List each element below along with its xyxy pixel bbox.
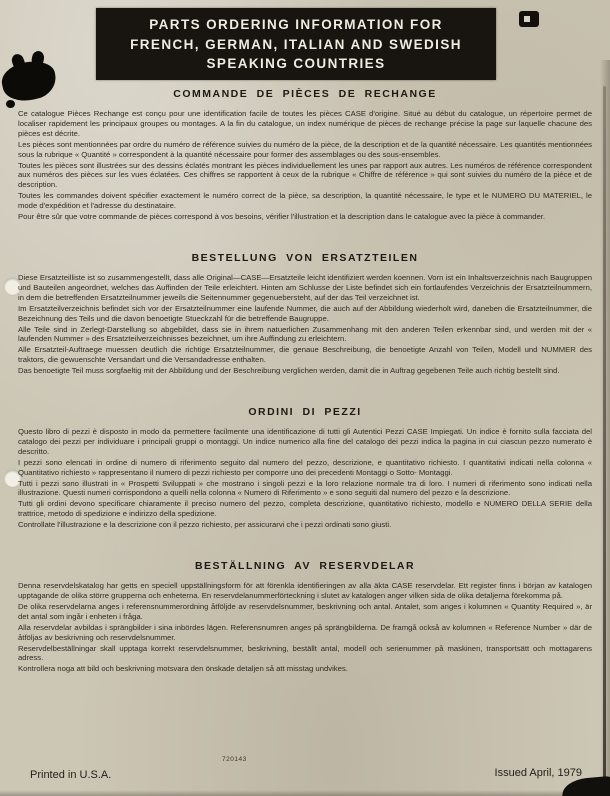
paragraph: Toutes les commandes doivent spécifier exactement le numéro correct de la pièce, sa description, la quantité nécessaire, le type et le NUMERO DU MATERIEL, le mode d'expédition et l'adresse du destinataire. bbox=[18, 191, 592, 211]
paragraph: Diese Ersatzteilliste ist so zusammengestellt, dass alle Original—CASE—Ersatzteile leicht identifiziert werden koennen. Vorn ist ein Inhaltsverzeichnis nach Baugruppen und Bauteilen angeordnet, welches das Auffinden der Teile erleichtert. Hinten am Schlusse der Liste befindet sich ein fortlaufendes Verzeichnis der Ersatzteilnummern, in dem die betreffenden Ersatzteilnummer jeweils die Seitennummer gegenuebersteht, auf der das Teil verzeichnet ist. bbox=[18, 272, 592, 302]
paragraph: De olika reservdelarna anges i referensnummerordning åtföljde av reservdelsnummer, beskrivning och antal. Antalet, som anges i kolumnen « Quantity Required », är det antal som ingår i enheten i fråga. bbox=[18, 601, 592, 621]
paragraph: Im Ersatzteilverzeichnis befindet sich vor der Ersatzteilnummer eine laufende Nummer, die auch auf der Abbildung wiederholt wird, daneben die Ersatzteilnummer, die Bezeichnung des Teils und die davon benoetigte Stueckzahl für die betreffende Baugruppe. bbox=[18, 303, 592, 323]
paragraph: Tutti gli ordini devono specificare chiaramente il preciso numero del pezzo, completa descrizione, quantitativo richiesto, modello e NUMERO DELLA SERIE della trattrice, metodo di spedizione e indirizzo della spedizione. bbox=[18, 499, 592, 519]
paragraph: Denna reservdelskatalog har getts en speciell uppställningsform för att förenkla identifieringen av alla äkta CASE reservdelar. Ett register finns i början av katalogen upptagande de olika större grupperna och enheterna. En reservdelanummerförteckning i slutet av katalogen anger vilken sida de olika detaljerna förekomma på. bbox=[18, 581, 592, 600]
header-line-1: PARTS ORDERING INFORMATION FOR bbox=[149, 17, 443, 32]
form-number: 720143 bbox=[222, 756, 247, 763]
scan-edge-line bbox=[603, 86, 606, 796]
issued-date-label: Issued April, 1979 bbox=[494, 767, 582, 779]
stamp-mark bbox=[524, 16, 530, 22]
section-swedish bbox=[18, 560, 592, 674]
ink-blot-part bbox=[6, 100, 15, 108]
paragraph: Kontrollera noga att bild och beskrivning motsvara den önskade detaljen så att misstag undvikes. bbox=[18, 664, 348, 674]
document-content bbox=[18, 88, 592, 704]
header-banner bbox=[96, 8, 496, 80]
paragraph: Alla reservdelar avbildas i sprängbilder i sina inbördes lägen. Referensnumren anges på sprängbilderna. De framgå också av kolumnen « Reference Number » där de åtföljas av beskrivning och reservdelsnummer. bbox=[18, 622, 592, 642]
printed-in-label: Printed in U.S.A. bbox=[30, 769, 112, 781]
paragraph: Alle Ersatzteil-Auftraege muessen deutlich die richtige Ersatzteilnummer, die genaue Beschreibung, die benoetigte Anzahl von Teilen, Modell und NUMMER des traktors, die gewuenschte Versandart und die Versandadresse enthalten. bbox=[18, 345, 592, 365]
header-line-2: FRENCH, GERMAN, ITALIAN AND SWEDISH bbox=[130, 36, 462, 52]
paragraph: Questo libro di pezzi è disposto in modo da permettere facilmente una identificazione di tutti gli Autentici Pezzi CASE Impiegati. Un indice è fornito sulla facciata del catalogo dei pezzi per individuare i principali gruppi o montaggi. Un indice numerico alla fine del catalogo dei pezzi indica la pagina in cui ciascun pezzo numerato è descritto. bbox=[18, 427, 592, 456]
section-title-swedish: BESTÄLLNING AV RESERVDELAR bbox=[194, 560, 416, 573]
section-title-german: BESTELLUNG VON ERSATZTEILEN bbox=[191, 251, 419, 264]
paragraph: Toutes les pièces sont illustrées sur des dessins éclatés montrant les pièces individuellement les unes par rapport aux autres. Les numéros de référence correspondent aux numéros des pièces sur les vues éclatées. Ces chiffres se rapportent à ceux de la rubrique « Chiffre de référence » qui sont suivies du numéro de la pièce et de description. bbox=[18, 160, 592, 190]
paragraph: Controllate l'illustrazione e la descrizione con il pezzo richiesto, per assicurarvi che i pezzi ordinati sono giusti. bbox=[18, 520, 392, 530]
paragraph: Reservdelbeställningar skall upptaga korrekt reservdelsnummer, beskrivning, beställt antal, modell och serienummer på maskinen, transportsätt och mottagarens adress. bbox=[18, 643, 592, 663]
paragraph: Das benoetigte Teil muss sorgfaeltig mit der Abbildung und der Beschreibung verglichen werden, damit die in Auftrag gegebenen Teile auch richtig bestellt sind. bbox=[18, 366, 560, 376]
paragraph: Pour être sûr que votre commande de pièces correspond à vos besoins, vérifier l'illustration et la description dans le catalogue avec la pièce à commander. bbox=[18, 212, 546, 222]
paragraph: Ce catalogue Pièces Rechange est conçu pour une identification facile de toutes les pièces CASE d'origine. Situé au début du catalogue, un répertoire permet de localiser rapidement les principaux groupes ou montages. A la fin du catalogue, un index numérique de pièces de rechange précise la page sur laquelle chacune des pièces est décrite. bbox=[18, 109, 592, 138]
section-french bbox=[18, 88, 592, 222]
header-line-3: SPEAKING COUNTRIES bbox=[206, 56, 386, 71]
section-title-italian: ORDINI DI PEZZI bbox=[248, 406, 362, 419]
paragraph: Les pièces sont mentionnées par ordre du numéro de référence suivies du numéro de la pièce, de la description et de la quantité nécessaire. Les quantités mentionnées sous la rubrique « Quantité » correspondent à la quantité nécessaire pour former des assemblages ou des sous-ensembles. bbox=[18, 139, 592, 159]
scan-edge-shadow-bottom bbox=[0, 790, 610, 796]
corner-stamp-icon bbox=[519, 11, 539, 27]
section-title-french: COMMANDE DE PIÈCES DE RECHANGE bbox=[173, 88, 437, 100]
paragraph: I pezzi sono elencati in ordine di numero di riferimento seguito dal numero del pezzo, descrizione, e quantitativo richiesto. I quantitativi indicati nella colonna « Quantitativo richiesto » rappresentano il numero di pezzi richiesto per comporre uno dei precedenti Montaggi o Sotto- Montaggi. bbox=[18, 457, 592, 477]
section-italian bbox=[18, 406, 592, 530]
paragraph: Alle Teile sind in Zerlegt-Darstellung so abgebildet, dass sie in ihrem natuerlichen Zusammenhang mit den anderen Teilen erkennbar sind, und werden mit der « laufenden Nummer » des Ersatzteilverzeichnisses bezeichnet, um ihre Auffindung zu erleichtern. bbox=[18, 324, 592, 344]
section-german bbox=[18, 252, 592, 376]
paragraph: Tutti i pezzi sono illustrati in « Prospetti Sviluppati » che mostrano i singoli pezzi e la loro relazione normale tra di loro. I numeri di riferimento sono indicati nella illustrazione. Questi numeri corrispondono a quelli nella colonna « Numero di Riferimento » e sono seguiti dal numero del pezzo e la descrizione. bbox=[18, 478, 592, 498]
